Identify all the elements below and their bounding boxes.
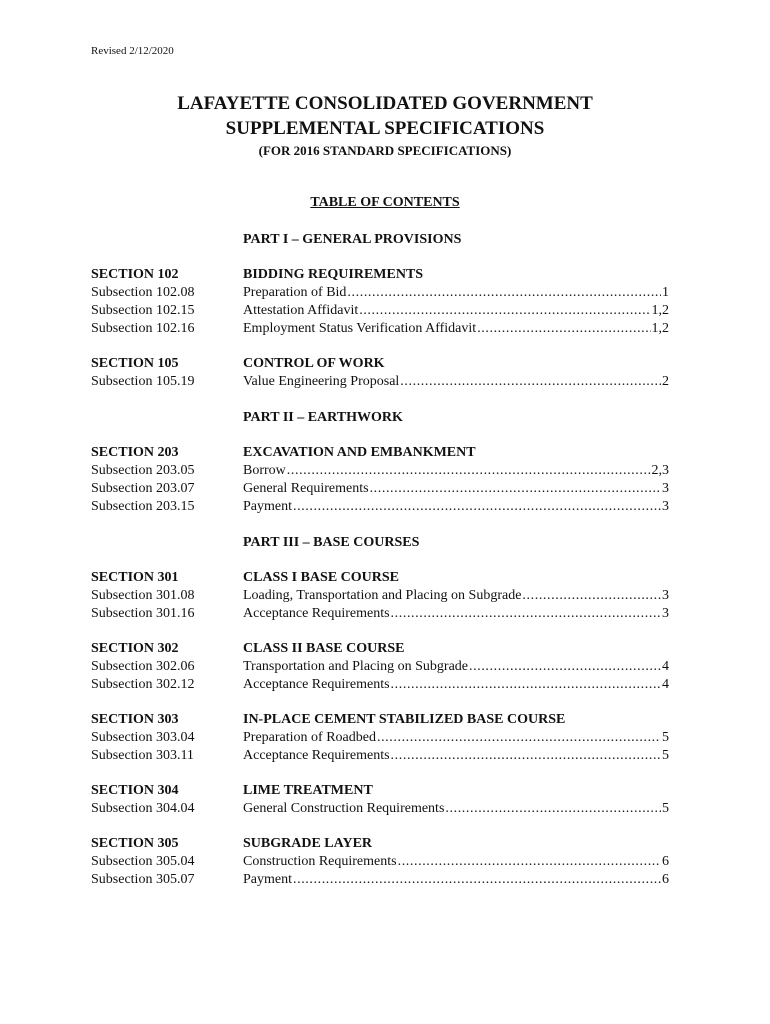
subsection-label: Subsection 302.06: [91, 659, 195, 674]
toc-entry-page: 1,2: [651, 303, 669, 318]
subsection-label: Subsection 301.16: [91, 606, 195, 621]
subsection-label: Subsection 203.07: [91, 481, 195, 496]
dot-leader: [477, 321, 650, 337]
section-label: SECTION 301: [91, 570, 179, 585]
toc-entry-page: 4: [662, 659, 669, 674]
toc-entry-title: Acceptance Requirements: [243, 606, 390, 621]
subsection-label: Subsection 304.04: [91, 801, 195, 816]
toc-entry-page: 6: [662, 854, 669, 869]
dot-leader: [445, 801, 661, 817]
part-heading: PART II – EARTHWORK: [243, 410, 403, 425]
subsection-label: Subsection 303.04: [91, 730, 195, 745]
dot-leader: [287, 463, 651, 479]
title-line-2: SUPPLEMENTAL SPECIFICATIONS: [225, 118, 545, 139]
toc-entry-page: 6: [662, 872, 669, 887]
dot-leader: [391, 677, 661, 693]
dot-leader: [377, 730, 661, 746]
toc-entry[interactable]: [243, 872, 669, 888]
toc-entry[interactable]: [243, 854, 669, 870]
toc-entry-title: Attestation Affidavit: [243, 303, 359, 318]
toc-entry-page: 3: [662, 606, 669, 621]
toc-entry-page: 3: [662, 588, 669, 603]
revised-date: Revised 2/12/2020: [91, 45, 174, 57]
toc-entry[interactable]: [243, 801, 669, 817]
toc-heading: TABLE OF CONTENTS: [310, 195, 460, 210]
toc-entry-title: Borrow: [243, 463, 286, 478]
subsection-label: Subsection 203.05: [91, 463, 195, 478]
title-line-1: LAFAYETTE CONSOLIDATED GOVERNMENT: [177, 93, 593, 114]
dot-leader: [391, 748, 661, 764]
toc-entry-page: 1,2: [651, 321, 669, 336]
toc-entry[interactable]: [243, 303, 669, 319]
toc-entry[interactable]: [243, 606, 669, 622]
section-title: CONTROL OF WORK: [243, 356, 385, 371]
section-title: SUBGRADE LAYER: [243, 836, 373, 851]
toc-entry-title: Value Engineering Proposal: [243, 374, 400, 389]
dot-leader: [293, 499, 661, 515]
section-title: EXCAVATION AND EMBANKMENT: [243, 445, 476, 460]
section-title: IN-PLACE CEMENT STABILIZED BASE COURSE: [243, 712, 566, 727]
toc-entry-title: Loading, Transportation and Placing on Subgrade: [243, 588, 522, 603]
section-label: SECTION 304: [91, 783, 179, 798]
toc-entry-page: 2: [662, 374, 669, 389]
section-label: SECTION 303: [91, 712, 179, 727]
section-title: CLASS I BASE COURSE: [243, 570, 399, 585]
toc-entry-title: Payment: [243, 872, 292, 887]
dot-leader: [469, 659, 661, 675]
title-line-3: (FOR 2016 STANDARD SPECIFICATIONS): [258, 143, 512, 158]
toc-entry-page: 5: [662, 748, 669, 763]
subsection-label: Subsection 302.12: [91, 677, 195, 692]
subsection-label: Subsection 203.15: [91, 499, 195, 514]
part-heading: PART III – BASE COURSES: [243, 535, 420, 550]
subsection-label: Subsection 102.08: [91, 285, 195, 300]
toc-entry-page: 1: [662, 285, 669, 300]
section-label: SECTION 305: [91, 836, 179, 851]
subsection-label: Subsection 305.07: [91, 872, 195, 887]
section-title: CLASS II BASE COURSE: [243, 641, 405, 656]
toc-entry-page: 2,3: [651, 463, 669, 478]
toc-entry[interactable]: [243, 374, 669, 390]
toc-entry[interactable]: [243, 659, 669, 675]
toc-entry[interactable]: [243, 285, 669, 301]
section-title: BIDDING REQUIREMENTS: [243, 267, 424, 282]
dot-leader: [400, 374, 661, 390]
toc-entry[interactable]: [243, 321, 669, 337]
toc-entry-page: 4: [662, 677, 669, 692]
toc-entry-page: 3: [662, 499, 669, 514]
toc-entry-title: General Construction Requirements: [243, 801, 445, 816]
toc-entry-title: Payment: [243, 499, 292, 514]
subsection-label: Subsection 105.19: [91, 374, 195, 389]
dot-leader: [370, 481, 661, 497]
section-label: SECTION 302: [91, 641, 179, 656]
dot-leader: [522, 588, 661, 604]
toc-entry-title: Acceptance Requirements: [243, 748, 390, 763]
dot-leader: [398, 854, 661, 870]
toc-entry-title: Acceptance Requirements: [243, 677, 390, 692]
dot-leader: [359, 303, 650, 319]
toc-entry-page: 3: [662, 481, 669, 496]
subsection-label: Subsection 301.08: [91, 588, 195, 603]
subsection-label: Subsection 305.04: [91, 854, 195, 869]
toc-entry[interactable]: [243, 499, 669, 515]
toc-entry-title: General Requirements: [243, 481, 369, 496]
dot-leader: [293, 872, 661, 888]
dot-leader: [391, 606, 661, 622]
subsection-label: Subsection 102.15: [91, 303, 195, 318]
toc-entry-title: Preparation of Bid: [243, 285, 347, 300]
section-label: SECTION 105: [91, 356, 179, 371]
toc-entry[interactable]: [243, 481, 669, 497]
toc-entry[interactable]: [243, 748, 669, 764]
subsection-label: Subsection 303.11: [91, 748, 194, 763]
toc-entry[interactable]: [243, 588, 669, 604]
part-heading: PART I – GENERAL PROVISIONS: [243, 232, 462, 247]
section-label: SECTION 102: [91, 267, 179, 282]
toc-entry[interactable]: [243, 730, 669, 746]
section-label: SECTION 203: [91, 445, 179, 460]
section-title: LIME TREATMENT: [243, 783, 373, 798]
toc-entry[interactable]: [243, 677, 669, 693]
toc-entry-title: Employment Status Verification Affidavit: [243, 321, 477, 336]
toc-entry[interactable]: [243, 463, 669, 479]
dot-leader: [347, 285, 661, 301]
toc-entry-title: Preparation of Roadbed: [243, 730, 376, 745]
toc-entry-title: Construction Requirements: [243, 854, 397, 869]
subsection-label: Subsection 102.16: [91, 321, 195, 336]
toc-entry-title: Transportation and Placing on Subgrade: [243, 659, 469, 674]
toc-entry-page: 5: [662, 801, 669, 816]
toc-entry-page: 5: [662, 730, 669, 745]
